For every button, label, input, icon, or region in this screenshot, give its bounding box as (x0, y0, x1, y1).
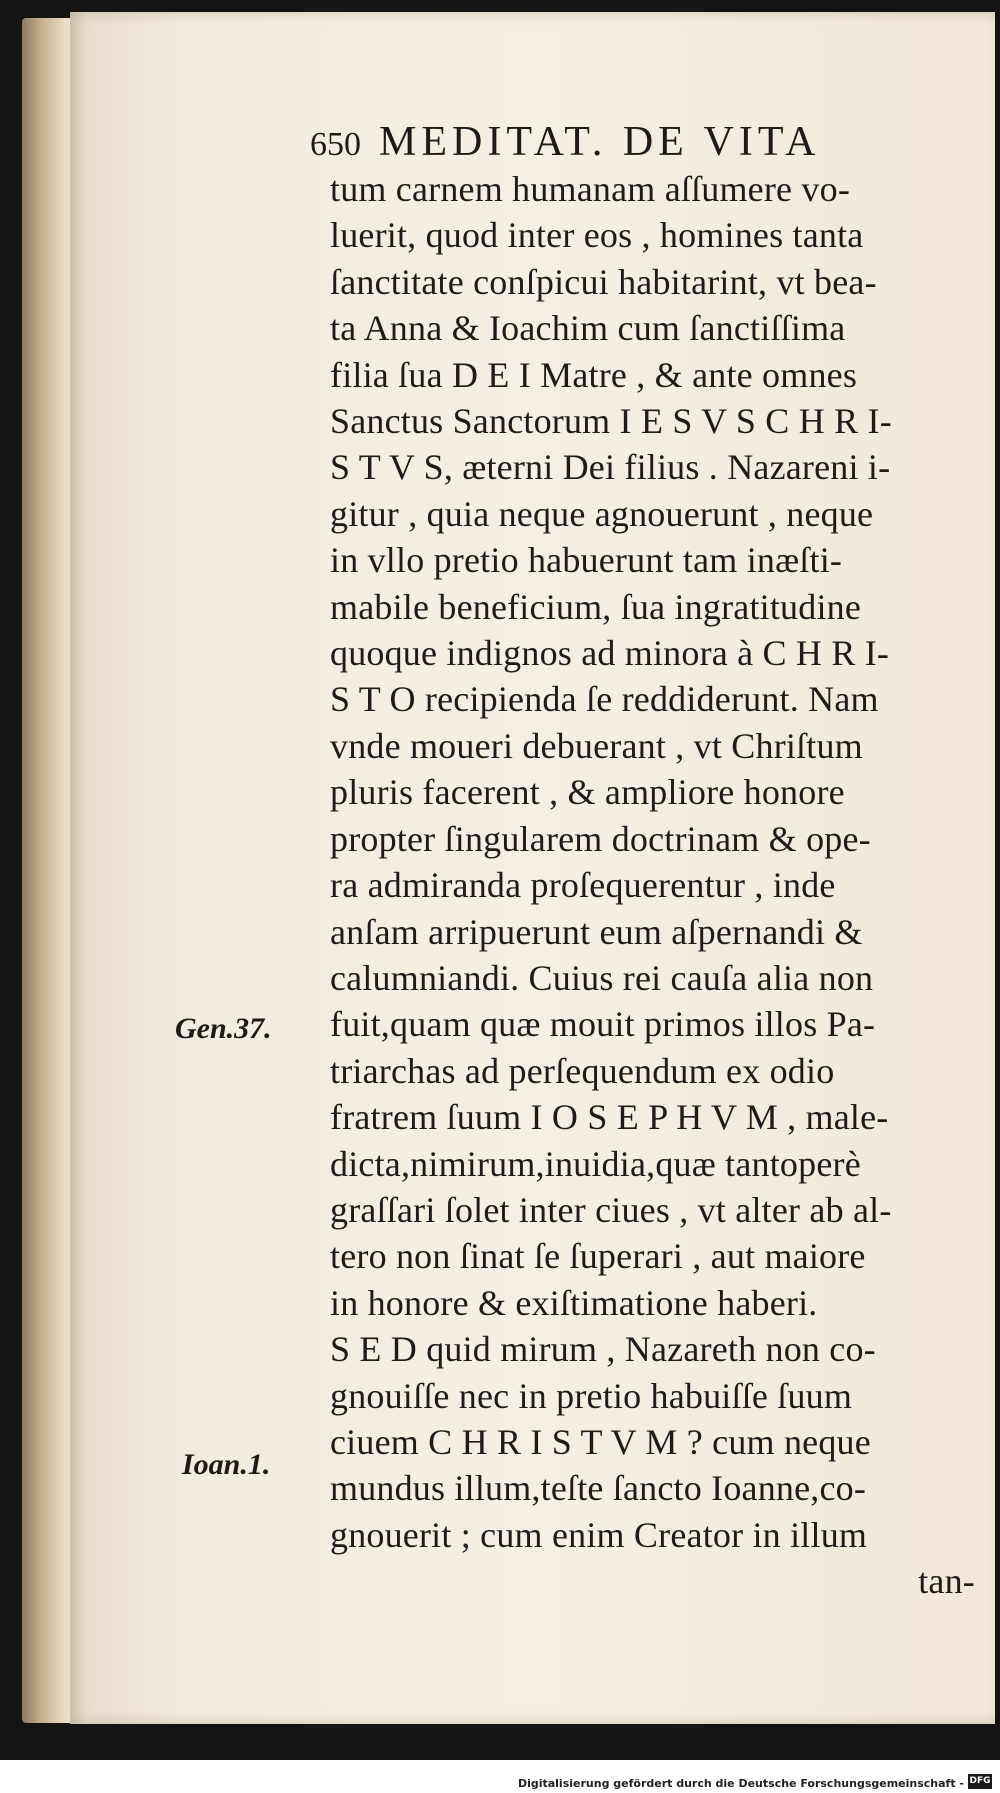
text-line: ciuem C H R I S T V M ? cum neque (330, 1421, 871, 1462)
text-line: quoque indignos ad minora à C H R I- (330, 633, 890, 674)
text-line: Sanctus Sanctorum I E S V S C H R I- (330, 401, 892, 442)
dfg-logo-icon: DFG (968, 1774, 992, 1789)
text-line: tero non ſinat ſe ſuperari , aut maiore (330, 1236, 866, 1277)
text-line: S T O recipienda ſe reddiderunt. Nam (330, 679, 879, 720)
page-number: 650 (310, 126, 361, 163)
text-line: ra admiranda proſequerentur , inde (330, 865, 836, 906)
text-line: mabile beneficium, ſua ingratitudine (330, 586, 862, 627)
text-line: in vllo pretio habuerunt tam inæſti- (330, 540, 843, 581)
text-line: S T V S, æterni Dei filius . Nazareni i- (330, 447, 891, 488)
text-line: gnouiſſe nec in pretio habuiſſe ſuum (330, 1375, 853, 1416)
text-line: gitur , quia neque agnouerunt , neque (330, 493, 874, 534)
text-line: mundus illum,teſte ſancto Ioanne,co- (330, 1468, 867, 1509)
text-line: triarchas ad perſequendum ex odio (330, 1050, 835, 1091)
margin-note-genesis: Gen.37. (175, 1012, 272, 1045)
page-header (310, 118, 930, 166)
text-line: tum carnem humanam aſſumere vo- (330, 169, 851, 209)
text-line: anſam arripuerunt eum aſpernandi & (330, 911, 863, 952)
text-line: S E D quid mirum , Nazareth non co- (330, 1329, 876, 1370)
body-text (330, 166, 985, 1605)
text-line: dicta,nimirum,inuidia,quæ tantoperè (330, 1143, 861, 1184)
text-line: fuit,quam quæ mouit primos illos Pa- (330, 1004, 876, 1045)
text-line: ſanctitate conſpicui habitarint, vt bea- (330, 261, 877, 302)
text-line: pluris facerent , & ampliore honore (330, 772, 845, 813)
margin-note-john: Ioan.1. (182, 1448, 271, 1481)
text-line: luerit, quod inter eos , homines tanta (330, 215, 864, 256)
running-head: MEDITAT. DE VITA (379, 119, 821, 165)
text-line: gnouerit ; cum enim Creator in illum (330, 1514, 868, 1555)
text-line: vnde moueri debuerant , vt Chriſtum (330, 725, 863, 766)
text-line: graſſari ſolet inter ciues , vt alter ab al- (330, 1189, 892, 1230)
catchword: tan- (918, 1561, 975, 1602)
text-line: calumniandi. Cuius rei cauſa alia non (330, 957, 874, 998)
text-line: in honore & exiſtimatione haberi. (330, 1282, 818, 1323)
text-line: fratrem ſuum I O S E P H V M , male- (330, 1097, 889, 1138)
text-line: propter ſingularem doctrinam & ope- (330, 818, 871, 859)
text-line: filia ſua D E I Matre , & ante omnes (330, 354, 858, 395)
text-line: ta Anna & Ioachim cum ſanctiſſima (330, 308, 846, 349)
footer-credit: Digitalisierung gefördert durch die Deutsche Forschungsgemeinschaft - (517, 1777, 964, 1790)
